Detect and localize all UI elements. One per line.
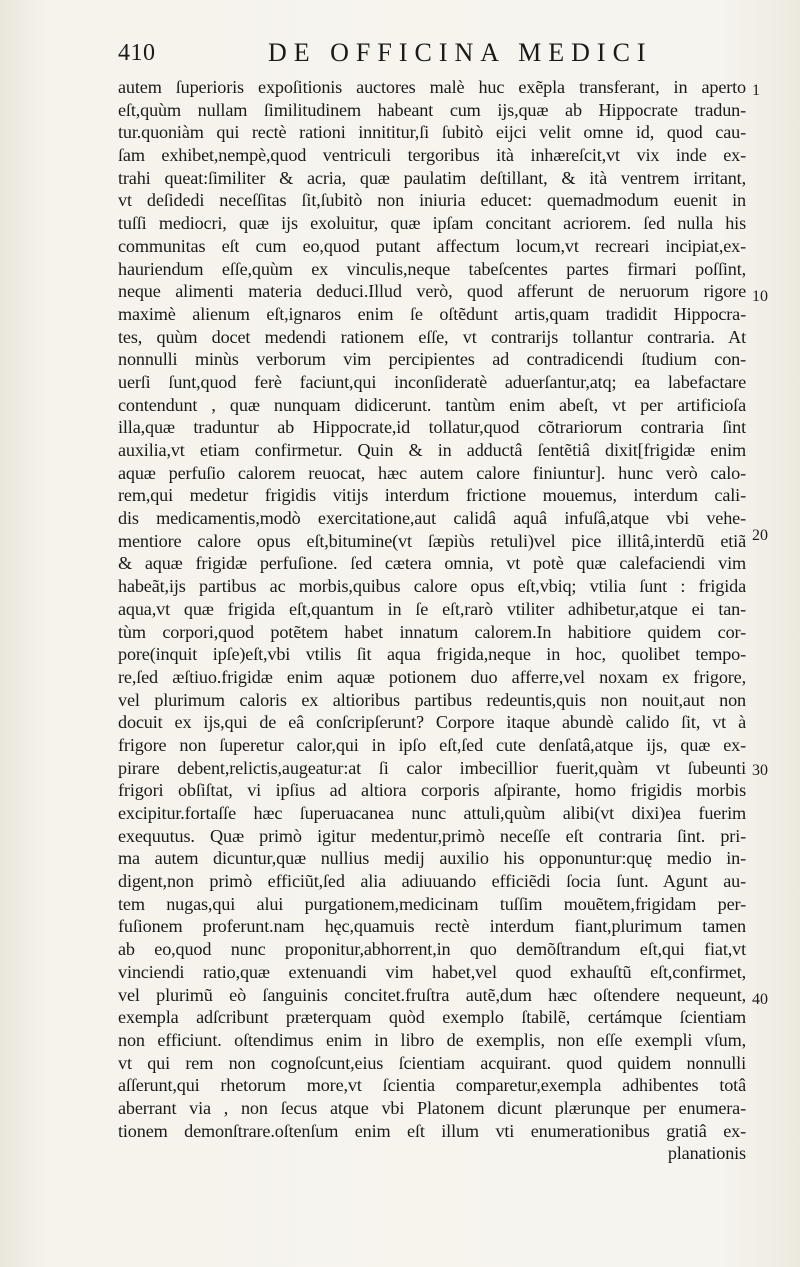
text-line: vt deſidedi neceſſitas ſit,ſubitò non iniuria educet: quemadmodum euenit in (118, 190, 746, 211)
text-line: tionem demonſtrare.oſtenſum enim eſt illum vti enumerationibus gratiâ ex- (118, 1120, 746, 1141)
running-title: DE OFFICINA MEDICI (268, 38, 653, 67)
text-line: re,ſed æſtiuo.frigidæ enim aquæ potionem duo afferre,vel noxam ex frigore, (118, 666, 746, 687)
text-line: vel plurimum caloris ex altioribus partibus redeuntis,quis non nouit,aut non (118, 689, 746, 710)
text-line: uerſi ſunt,quod ferè faciunt,qui inconſideratè aduerſantur,atq; ea labefactare (118, 371, 746, 392)
page-header (118, 38, 758, 72)
text-line: vel plurimũ eò ſanguinis concitet.fruſtra autẽ,dum hæc oſtendere nequeunt, (118, 984, 746, 1005)
text-line: vinciendi ratio,quæ extenuandi vim habet,vel quod exhauſtũ eſt,confirmet, (118, 961, 746, 982)
text-line: aberrant via , non ſecus atque vbi Platonem dicunt plærunque per enumera- (118, 1097, 746, 1118)
catchword: planationis (667, 1143, 746, 1164)
text-line: auxilia,vt etiam confirmetur. Quin & in adductâ ſentẽtiâ dixit[frigidæ enim (118, 440, 746, 460)
text-line: exempla adſcribunt præterquam quòd exemplo ſtabilẽ, certámque ſcientiam (118, 1007, 746, 1028)
text-line: ſam exhibet,nempè,quod ventriculi tergoribus ità inhæreſcit,vt vix inde ex- (118, 145, 746, 166)
text-line: excipitur.fortaſſe hæc ſuperuacanea nunc attuli,quùm alibi(vt dixi)ea fuerim (118, 803, 746, 823)
text-line: tes, quùm docet medendi rationem eſſe, vt contrarijs tollantur contraria. At (118, 326, 746, 347)
text-line: dis medicamentis,modò exercitatione,aut calidâ aquâ infuſâ,atque vbi vehe- (118, 508, 746, 529)
text-line: digent,non primò efficiũt,ſed alia adiuuando efficiẽdi ſocia ſunt. Agunt au- (118, 871, 746, 892)
text-line: aquæ perfuſio calorem reuocat, hæc autem calore finiuntur]. hunc verò calo- (118, 462, 746, 483)
text-line: pore(inquit ipſe)eſt,vbi vtilis ſit aqua frigida,neque in hoc, quolibet tempo- (118, 644, 746, 665)
text-line: communitas eſt cum eo,quod putant affectum locum,vt recreari incipiat,ex- (118, 235, 746, 256)
text-line: aqua,vt quæ frigida eſt,quantum in ſe eſt,rarò vtiliter adhibetur,atque ei tan- (118, 598, 746, 619)
text-line: tuſſi mediocri, quæ ijs exoluitur, quæ ipſam concitant acriorem. ſed nulla his (118, 213, 746, 234)
text-line: habeãt,ijs partibus ac morbis,quibus calore opus eſt,vbiq; vtilia ſunt : frigida (118, 576, 746, 597)
text-line: frigori obſiſtat, vi ipſius ad altiora corporis aſpirante, homo frigidis morbis (118, 780, 746, 801)
margin-line-number: 40 (752, 991, 768, 1008)
margin-line-number: 10 (752, 288, 768, 305)
text-block (118, 76, 746, 1165)
text-line: rem,qui medetur frigidis vitijs interdum frictione mouemus, interdum cali- (118, 485, 746, 506)
text-line: frigore non ſuperetur calor,qui in ipſo eſt,ſed cute denſatâ,atque ijs, quæ ex- (118, 734, 746, 755)
text-line: illa,quæ traduntur ab Hippocrate,id tollatur,quod cõtrariorum contraria ſint (118, 417, 746, 438)
text-line: ab eo,quod nunc proponitur,abhorrent,in quo demõſtrandum eſt,qui fiat,vt (118, 939, 746, 960)
text-line: docuit ex ijs,qui de eâ conſcripſerunt? Corpore itaque abundè calido ſit, vt à (118, 712, 746, 733)
text-line: maximè alienum eſt,ignaros enim ſe oſtẽdunt artis,quam tradidit Hippocra- (118, 303, 746, 324)
margin-line-number: 20 (752, 527, 768, 544)
text-line: tùm corpori,quod potẽtem habet innatum calorem.In habitiore quidem cor- (118, 621, 746, 642)
text-line: fuſionem proferunt.nam hęc,quamuis rectè interdum fiant,plurimum tamen (118, 916, 746, 937)
text-line: nonnulli minùs verborum vim percipientes ad contradicendi ſtudium con- (118, 349, 746, 370)
text-line: & aquæ frigidæ perfuſione. ſed cætera omnia, vt potè quæ calefaciendi vim (118, 553, 746, 574)
text-line: trahi queat:ſimiliter & acria, quæ paulatim deſtillant, & ità ventrem irritant, (118, 167, 746, 188)
text-line: tem nugas,qui alui purgationem,medicinam tuſſim mouẽtem,frigidam per- (118, 893, 746, 914)
margin-line-number: 1 (752, 82, 760, 99)
text-line: neque alimenti materia deduci.Illud verò, quod afferunt de neruorum rigore (118, 281, 746, 302)
text-line: hauriendum eſſe,quùm ex vinculis,neque tabeſcentes partes firmari poſſint, (118, 258, 746, 279)
text-line: exequutus. Quæ primò igitur medentur,primò neceſſe eſt contraria ſint. pri- (118, 825, 746, 846)
text-line: mentiore calore opus eſt,bitumine(vt ſæpiùs retuli)vel pice illitâ,interdũ etiã (118, 530, 746, 551)
text-line: eſt,quùm nullam ſimilitudinem habeant cum ijs,quæ ab Hippocrate tradun- (118, 99, 746, 120)
text-line: ma autem dicuntur,quæ nullius medij auxilio his opponuntur:quę medio in- (118, 848, 746, 869)
page-number: 410 (118, 40, 156, 66)
text-line: contendunt , quæ nunquam didicerunt. tantùm enim abeſt, vt per artificioſa (118, 394, 746, 415)
text-line: non efficiunt. oſtendimus enim in libro de exemplis, non eſſe exempli vſum, (118, 1029, 746, 1050)
text-line: autem ſuperioris expoſitionis auctores malè huc exẽpla transferant, in aperto (118, 77, 746, 97)
text-line: pirare debent,relictis,augeatur:at ſi calor imbecillior fuerit,quàm vt ſubeunti (118, 757, 746, 778)
margin-line-number: 30 (752, 762, 768, 779)
text-line: aſſerunt,qui rhetorum more,vt ſcientia comparetur,exempla adhibentes totâ (118, 1075, 746, 1096)
text-line: vt qui rem non cognoſcunt,eius ſcientiam acquirant. quod quidem nonnulli (118, 1052, 746, 1073)
text-line: tur.quoniàm qui rectè rationi innititur,ſi ſubitò eijci velit omne id, quod cau- (118, 122, 746, 143)
